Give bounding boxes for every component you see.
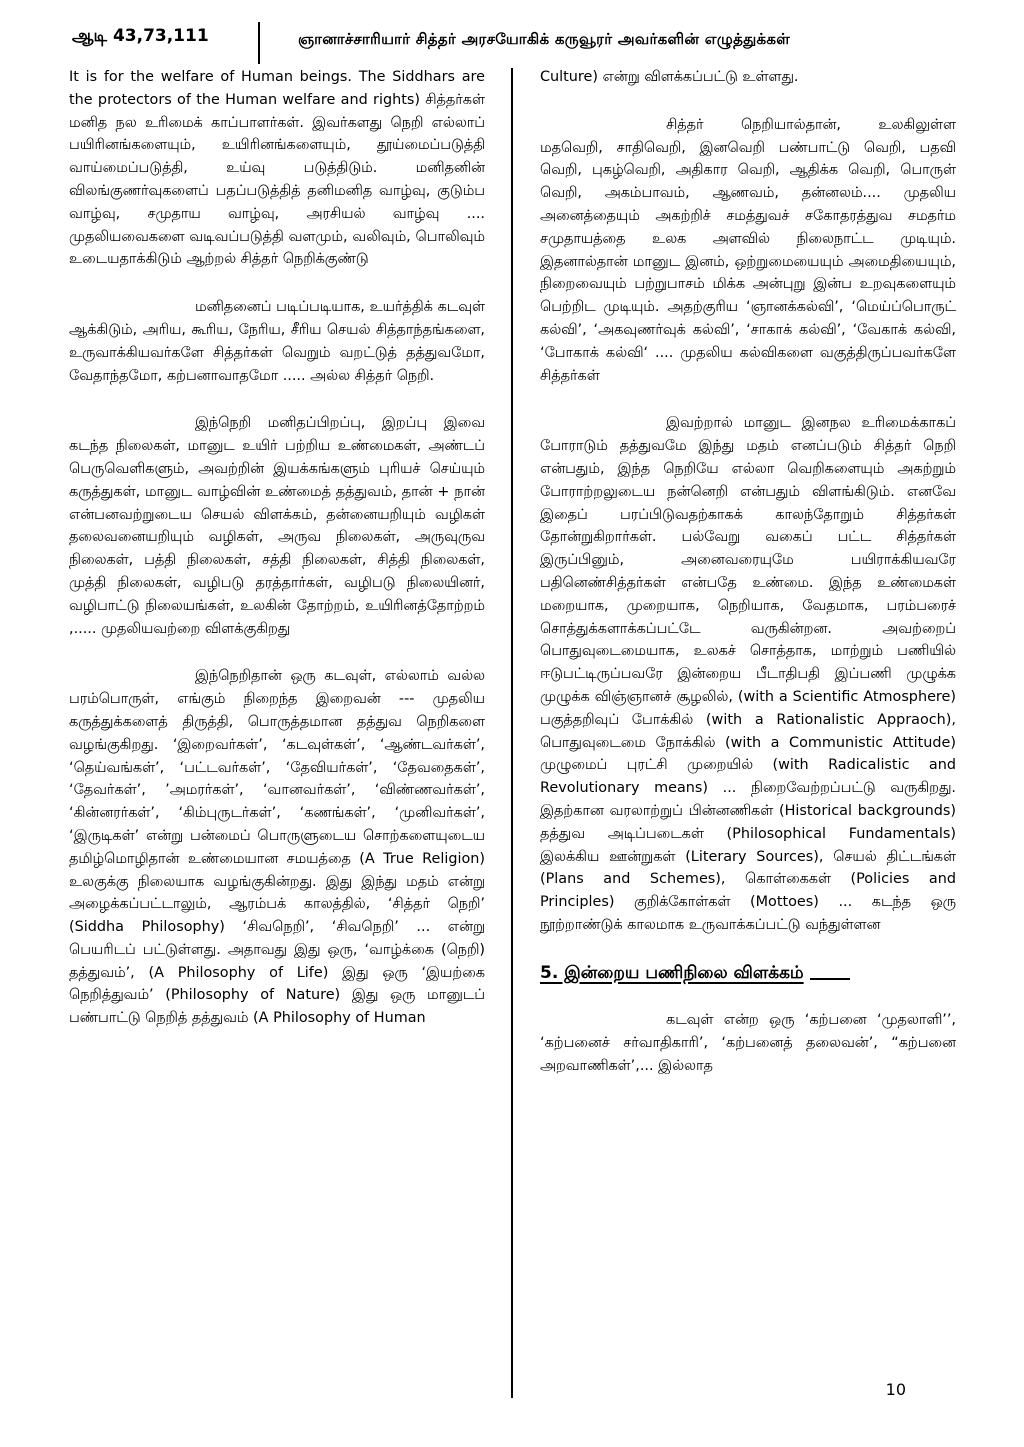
section-heading: 5. இன்றைய பணிநிலை விளக்கம் <box>540 962 956 985</box>
left-paragraph-2: மனிதனைப் படிப்படியாக, உயர்த்திக் கடவுள் ஆக்கிடும், அரிய, கூரிய, நேரிய, சீரிய செயல் சித்தாந்தங்களை, உருவாக்கியவர்களே சித்தர்கள் வெறும் வறட்டுத் தத்துவமோ, வேதாந்தமோ, கற்பனாவாதமோ ..... அல்ல சித்தர் நெறி. <box>69 299 485 384</box>
left-paragraph-4: இந்நெறிதான் ஒரு கடவுள், எல்லாம் வல்ல பரம்பொருள், எங்கும் நிறைந்த இறைவன் --- முதலிய கருத்துக்களைத் திருத்தி, பொருத்தமான தத்துவ நெறிகளை வழங்குகிறது. ‘இறைவர்கள்’, ‘கடவுள்கள்’, ‘ஆண்டவர்கள்’, ‘தெய்வங்கள்’, ‘பட்டவர்கள்’, ‘தேவியர்கள்’, ‘தேவதைகள்’, ‘தேவர்கள்’, ’அமரர்கள்’, ‘வானவர்கள்’, ‘விண்ணவர்கள்’, ‘கின்னரர்கள்’, ‘கிம்புருடர்கள்’, ‘கணங்கள்’, ‘முனிவர்கள்’, ‘இருடிகள்’ என்று பன்மைப் பொருளுடைய சொற்களையுடைய தமிழ்மொழிதான் உண்மையான சமயத்தை (A True Religion) உலகுக்கு நிலையாக வழங்குகின்றது. இது இந்து மதம் என்று அழைக்கப்பட்டாலும், ஆரம்பக் காலத்தில், ‘சித்தர் நெறி’ (Siddha Philosophy) ‘சிவநெறி’, ‘சிவநெறி’ ... என்று பெயரிடப் பட்டுள்ளது. அதாவது இது ஒரு, ‘வாழ்க்கை (நெறி) தத்துவம்’, (A Philosophy of Life) இது ஒரு ‘இயற்கை நெறித்துவம்’ (Philosophy of Nature) இது ஒரு மானுடப் பண்பாட்டு நெறித் தத்துவம் (A Philosophy of Human <box>69 668 485 1027</box>
right-column <box>540 66 956 1078</box>
right-paragraph-3: இவற்றால் மானுட இனநல உரிமைக்காகப் போராடும் தத்துவமே இந்து மதம் எனப்படும் சித்தர் நெறி என்பதும், இந்த நெறியே எல்லா வெறிகளையும் அகற்றும் போராற்றலுடைய நன்னெறி என்பதும் விளங்கிடும். எனவே இதைப் பரப்பிடுவதற்காகக் காலந்தோறும் சித்தர்கள் தோன்றுகிறார்கள். பல்வேறு வகைப் பட்ட சித்தர்கள் இருப்பினும், அனைவரையுமே பயிராக்கியவரே பதினெண்சித்தர்கள் என்பதே உண்மை. இந்த உண்மைகள் மறையாக, முறையாக, நெறியாக, வேதமாக, பரம்பரைச் சொத்துக்களாக்கப்பட்டே வருகின்றன. அவற்றைப் பொதுவுடைமையாக, உலகச் சொத்தாக, மாற்றும் பணியில் ஈடுபட்டிருப்பவரே இன்றைய பீடாதிபதி இப்பணி முழுக்க முழுக்க விஞ்ஞானச் சூழலில், (with a Scientific Atmosphere) பகுத்தறிவுப் போக்கில் (with a Rationalistic Appraoch), பொதுவுடைமை நோக்கில் (with a Communistic Attitude) முழுமைப் புரட்சி முறையில் (with Radicalistic and Revolutionary means) ... நிறைவேற்றப்பட்டு வருகிறது. இதற்கான வரலாற்றுப் பின்னணிகள் (Historical backgrounds) தத்துவ அடிப்படைகள் (Philosophical Fundamentals) இலக்கிய ஊன்றுகள் (Literary Sources), செயல் திட்டங்கள் (Plans and Schemes), கொள்கைகள் (Policies and Principles) குறிக்கோள்கள் (Mottoes) ... கடந்த ஒரு நூற்றாண்டுக் காலமாக உருவாக்கப்பட்டு வந்துள்ளன <box>540 415 956 933</box>
page-number: 10 <box>885 1380 906 1399</box>
left-column <box>69 66 485 1030</box>
right-paragraph-4: கடவுள் என்ற ஒரு ‘கற்பனை ‘முதலாளி’’, ‘கற்பனைச் சர்வாதிகாரி’, ‘கற்பனைத் தலைவன்’, “கற்பனை அறவாணிகள்’,... இல்லாத <box>540 1012 956 1075</box>
left-paragraph-1: It is for the welfare of Human beings. The Siddhars are the protectors of the Human welfare and rights) சித்தர்கள் மனித நல உரிமைக் காப்பாளர்கள். இவர்களது நெறி எல்லாப் பயிரினங்களையும், உயிரினங்களையும், தூய்மைப்படுத்தி வாய்மைப்படுத்தி, உய்வு படுத்திடும். மனிதனின் விலங்குணர்வுகளைப் பதப்படுத்தித் தனிமனித வாழ்வு, குடும்ப வாழ்வு, சமுதாய வாழ்வு, அரசியல் வாழ்வு .... முதலியவைகளை வடிவப்படுத்தி வளமும், வலிவும், பொலிவும் உடையதாக்கிடும் ஆற்றல் சித்தர் நெறிக்குண்டு <box>69 69 485 268</box>
header-divider <box>258 22 260 64</box>
page-header <box>72 22 962 64</box>
right-paragraph-1: Culture) என்று விளக்கப்பட்டு உள்ளது. <box>540 69 799 85</box>
header-title: ஞானாச்சாரியார் சித்தர் அரசயோகிக் கருவூரர் அவர்களின் எழுத்துக்கள் <box>298 30 791 48</box>
right-paragraph-2: சித்தர் நெறியால்தான், உலகிலுள்ள மதவெறி, சாதிவெறி, இனவெறி பண்பாட்டு வெறி, பதவி வெறி, புகழ்வெறி, அதிகார வெறி, ஆதிக்க வெறி, பொருள் வெறி, அகம்பாவம், ஆணவம், தன்னலம்.... முதலிய அனைத்தையும் அகற்றிச் சமத்துவச் சகோதரத்துவ சமதர்ம சமுதாயத்தை உலக அளவில் நிலைநாட்ட முடியும். இதனால்தான் மானுட இனம், ஒற்றுமையையும் அமைதியையும், நிறைவையும் பற்றுபாசம் மிக்க அன்புறு இன்ப உறவுகளையும் பெற்றிட முடியும். அதற்குரிய ‘ஞானக்கல்வி’, ‘மெய்ப்பொருட் கல்வி’, ‘அகவுணர்வுக் கல்வி’, ‘சாகாக் கல்வி’, ‘வேகாக் கல்வி, ‘போகாக் கல்வி‘ .... முதலிய கல்விகளை வகுத்திருப்பவர்களே சித்தர்கள் <box>540 116 956 384</box>
header-date: ஆடி 43,73,111 <box>72 26 209 46</box>
column-divider <box>511 68 513 1398</box>
left-paragraph-3: இந்நெறி மனிதப்பிறப்பு, இறப்பு இவை கடந்த நிலைகள், மானுட உயிர் பற்றிய உண்மைகள், அண்டப் பெருவெளிகளும், அவற்றின் இயக்கங்களும் புரியச் செய்யும் கருத்துகள், மானுட வாழ்வின் உண்மைத் தத்துவம், தான் + நான் என்பனவற்றுடைய செயல் விளக்கம், தன்னையறியும் வழிகள் தலைவனையறியும் வழிகள், அருவ நிலைகள், அருவுருவ நிலைகள், பத்தி நிலைகள், சத்தி நிலைகள், சித்தி நிலைகள், முத்தி நிலைகள், வழிபடு தரத்தார்கள், வழிபடு நிலையினர், வழிபாட்டு நிலையங்கள், உலகின் தோற்றம், உயிரினத்தோற்றம் ,..... முதலியவற்றை விளக்குகிறது <box>69 415 485 637</box>
